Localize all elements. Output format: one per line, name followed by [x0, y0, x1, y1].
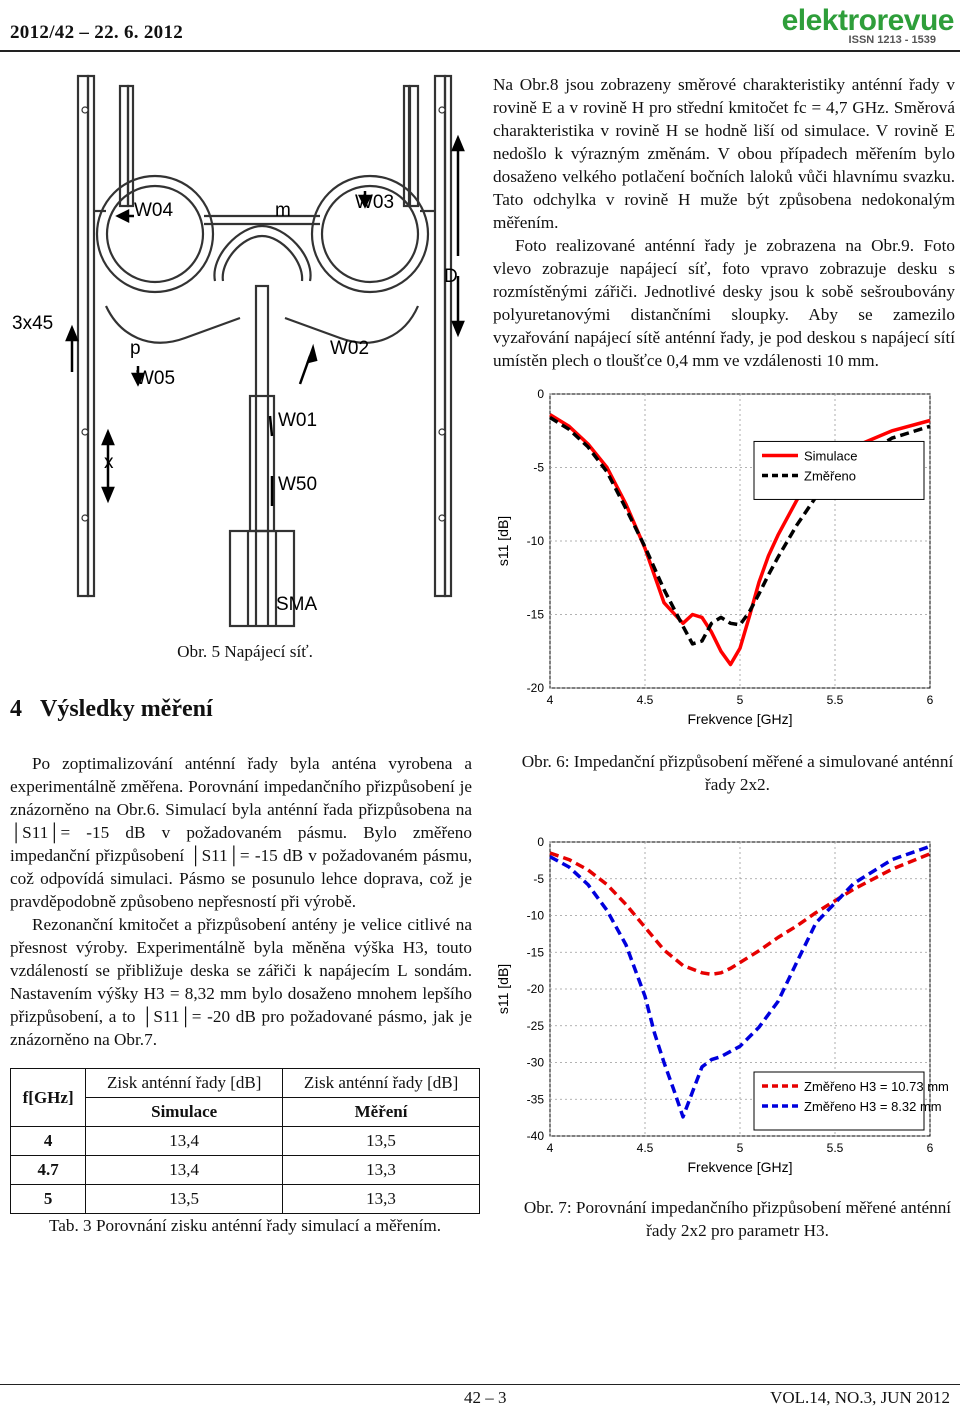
table-cell: 13,4: [86, 1127, 283, 1156]
y-tick-label: -15: [526, 607, 544, 622]
section-number: 4: [10, 696, 22, 722]
y-tick-label: 0: [537, 835, 544, 849]
label-m: m: [275, 200, 291, 221]
left-ring: [97, 176, 213, 292]
label-p: p: [130, 338, 141, 359]
x-tick-label: 6: [926, 1141, 934, 1155]
y-tick-label: -20: [526, 681, 544, 695]
y-tick-label: -35: [526, 1092, 544, 1107]
y-tick-label: -20: [526, 982, 544, 996]
label-d: D: [444, 266, 458, 287]
x-axis-label: Frekvence [GHz]: [687, 1159, 793, 1175]
gain-table: [10, 1068, 480, 1214]
label-w03: W03: [355, 192, 395, 213]
table-cell: 13,3: [283, 1185, 480, 1214]
section-title: Výsledky měření: [40, 696, 213, 722]
table-cell: 4.7: [11, 1156, 86, 1185]
header-rule: [0, 50, 960, 52]
left-text-block: [10, 752, 472, 1051]
label-w04: W04: [134, 200, 174, 221]
right-paragraph-1: Na Obr.8 jsou zobrazeny směrové charakteristiky anténní řady v rovině E a v rovině H pro střední kmitočet fc = 4,7 GHz. Směrová charakteristika v rovině H se hodně liší od simulace. V rovině E nedošlo k výrazným změnám. V obou případech měřením bylo dosaženo velkého potlačení bočních laloků vůči hlavnímu svazku. Tato odchylka v rovině H muže být způsobena nedokonalým měřením.: [493, 75, 955, 232]
y-tick-label: -25: [526, 1018, 544, 1033]
x-tick-label: 5: [736, 1141, 744, 1155]
label-sma: SMA: [276, 594, 318, 615]
label-w01: W01: [278, 410, 318, 431]
x-tick-label: 4.5: [636, 693, 654, 707]
figure7-caption: Obr. 7: Porovnání impedančního přizpůsobení měřené anténní řady 2x2 pro parametr H3.: [523, 1198, 952, 1240]
y-axis-label: s11 [dB]: [495, 515, 511, 567]
x-tick-label: 4: [546, 693, 554, 707]
x-tick-label: 4.5: [636, 1141, 654, 1155]
y-tick-label: -40: [526, 1129, 544, 1143]
label-3x45: 3x45: [12, 313, 54, 334]
table-cell: 13,5: [86, 1185, 283, 1214]
legend-entry: Změřeno H3 = 8.32 mm: [804, 1099, 942, 1114]
y-axis-label: s11 [dB]: [495, 963, 511, 1015]
header-cell: Zisk anténní řady [dB]: [283, 1069, 480, 1098]
chart-s11-simulated-vs-measured: [490, 378, 960, 728]
label-w02: W02: [330, 338, 370, 359]
left-paragraph-1: Po zoptimalizování anténní řady byla anténa vyrobena a experimentálně změřena. Porovnání impedančního přizpůsobení je znázorněno na Obr.6. Simulací byla anténní řada přizpůsobena na │S11│= -15 dB v požadovaném pásmu. Bylo změřeno impedanční přizpůsobení │S11│= -15 dB v požadovaném pásmu, což odpovídá simulaci. Pásmo se posunulo lehce doprava, což je pravděpodobně způsobeno nepřesností při výrobě.: [10, 754, 472, 911]
label-x: x: [104, 452, 114, 473]
table-cell: 13,3: [283, 1156, 480, 1185]
volume-info: VOL.14, NO.3, JUN 2012: [770, 1388, 950, 1407]
logo-wordmark: elektrorevue: [781, 4, 954, 37]
header-cell: Zisk anténní řady [dB]: [86, 1069, 283, 1098]
x-axis-label: Frekvence [GHz]: [687, 711, 793, 727]
y-tick-label: -30: [526, 1055, 544, 1070]
table-cell: 13,4: [86, 1156, 283, 1185]
figure5-caption: Obr. 5 Napájecí síť.: [177, 642, 313, 661]
legend: [754, 441, 924, 499]
right-paragraph-2: Foto realizované anténní řady je zobrazena na Obr.9. Foto vlevo zobrazuje napájecí síť, foto vpravo zobrazuje desku s rozmístěnými zářiči. Jednotlivé desky jsou k sobě sešroubovány polyuretanovými distančními sloupky. Aby se zamezilo vyzařování napájecí sítě anténní řady, je pod deskou s napájecí sítí umístěn plech o tloušťce 0,4 mm ve vzdálenosti 10 mm.: [493, 236, 955, 370]
issue-date: 2012/42 – 22. 6. 2012: [10, 22, 184, 43]
label-w05: W05: [136, 368, 176, 389]
x-tick-label: 4: [546, 1141, 554, 1155]
y-tick-label: -5: [533, 871, 544, 886]
table-row: [11, 1185, 480, 1214]
right-text-block: [493, 73, 955, 372]
figure6-caption: Obr. 6: Impedanční přizpůsobení měřené a simulované anténní řady 2x2.: [521, 752, 954, 794]
table-row: [11, 1127, 480, 1156]
table-row: [11, 1156, 480, 1185]
table-cell: 5: [11, 1185, 86, 1214]
x-tick-label: 6: [926, 693, 934, 707]
x-tick-label: 5: [736, 693, 744, 707]
subheader-cell: Měření: [283, 1098, 480, 1127]
y-tick-label: -5: [533, 460, 544, 475]
legend: [754, 1072, 949, 1130]
subheader-cell: Simulace: [86, 1098, 283, 1127]
x-tick-label: 5.5: [826, 1141, 844, 1155]
y-tick-label: 0: [537, 387, 544, 401]
legend-entry: Simulace: [804, 448, 858, 464]
header-cell: f[GHz]: [11, 1069, 86, 1127]
chart-s11-h3-comparison: [490, 826, 960, 1176]
page-number: 42 – 3: [464, 1388, 507, 1407]
section-heading: [10, 696, 213, 723]
table-caption: Tab. 3 Porovnání zisku anténní řady simulací a měřením.: [48, 1216, 442, 1235]
table-cell: 13,5: [283, 1127, 480, 1156]
legend-entry: Změřeno: [804, 468, 857, 484]
label-w50: W50: [278, 474, 318, 495]
central-feed: [256, 286, 268, 531]
left-paragraph-2: Rezonanční kmitočet a přizpůsobení antény je velice citlivé na přesnost výroby. Experimentálně byla měněna výška H3, touto vzdáleností se přibližuje deska se zářiči k napájecím L sondám. Nastavením výšky H3 = 8,32 mm bylo dosaženo mnohem lepšího přizpůsobení, a to │S11│= -20 dB pro požadované pásmo, jak je znázorněno na Obr.7.: [10, 915, 472, 1049]
journal-logo: [782, 4, 954, 46]
table-header-row: [11, 1069, 480, 1098]
feed-network-figure: [10, 66, 480, 646]
y-tick-label: -15: [526, 945, 544, 960]
y-tick-label: -10: [526, 908, 544, 923]
table-cell: 4: [11, 1127, 86, 1156]
legend-entry: Změřeno H3 = 10.73 mm: [804, 1079, 949, 1094]
x-tick-label: 5.5: [826, 693, 844, 707]
y-tick-label: -10: [526, 534, 544, 548]
footer-rule: [0, 1384, 960, 1385]
issn: ISSN 1213 - 1539: [848, 34, 936, 46]
